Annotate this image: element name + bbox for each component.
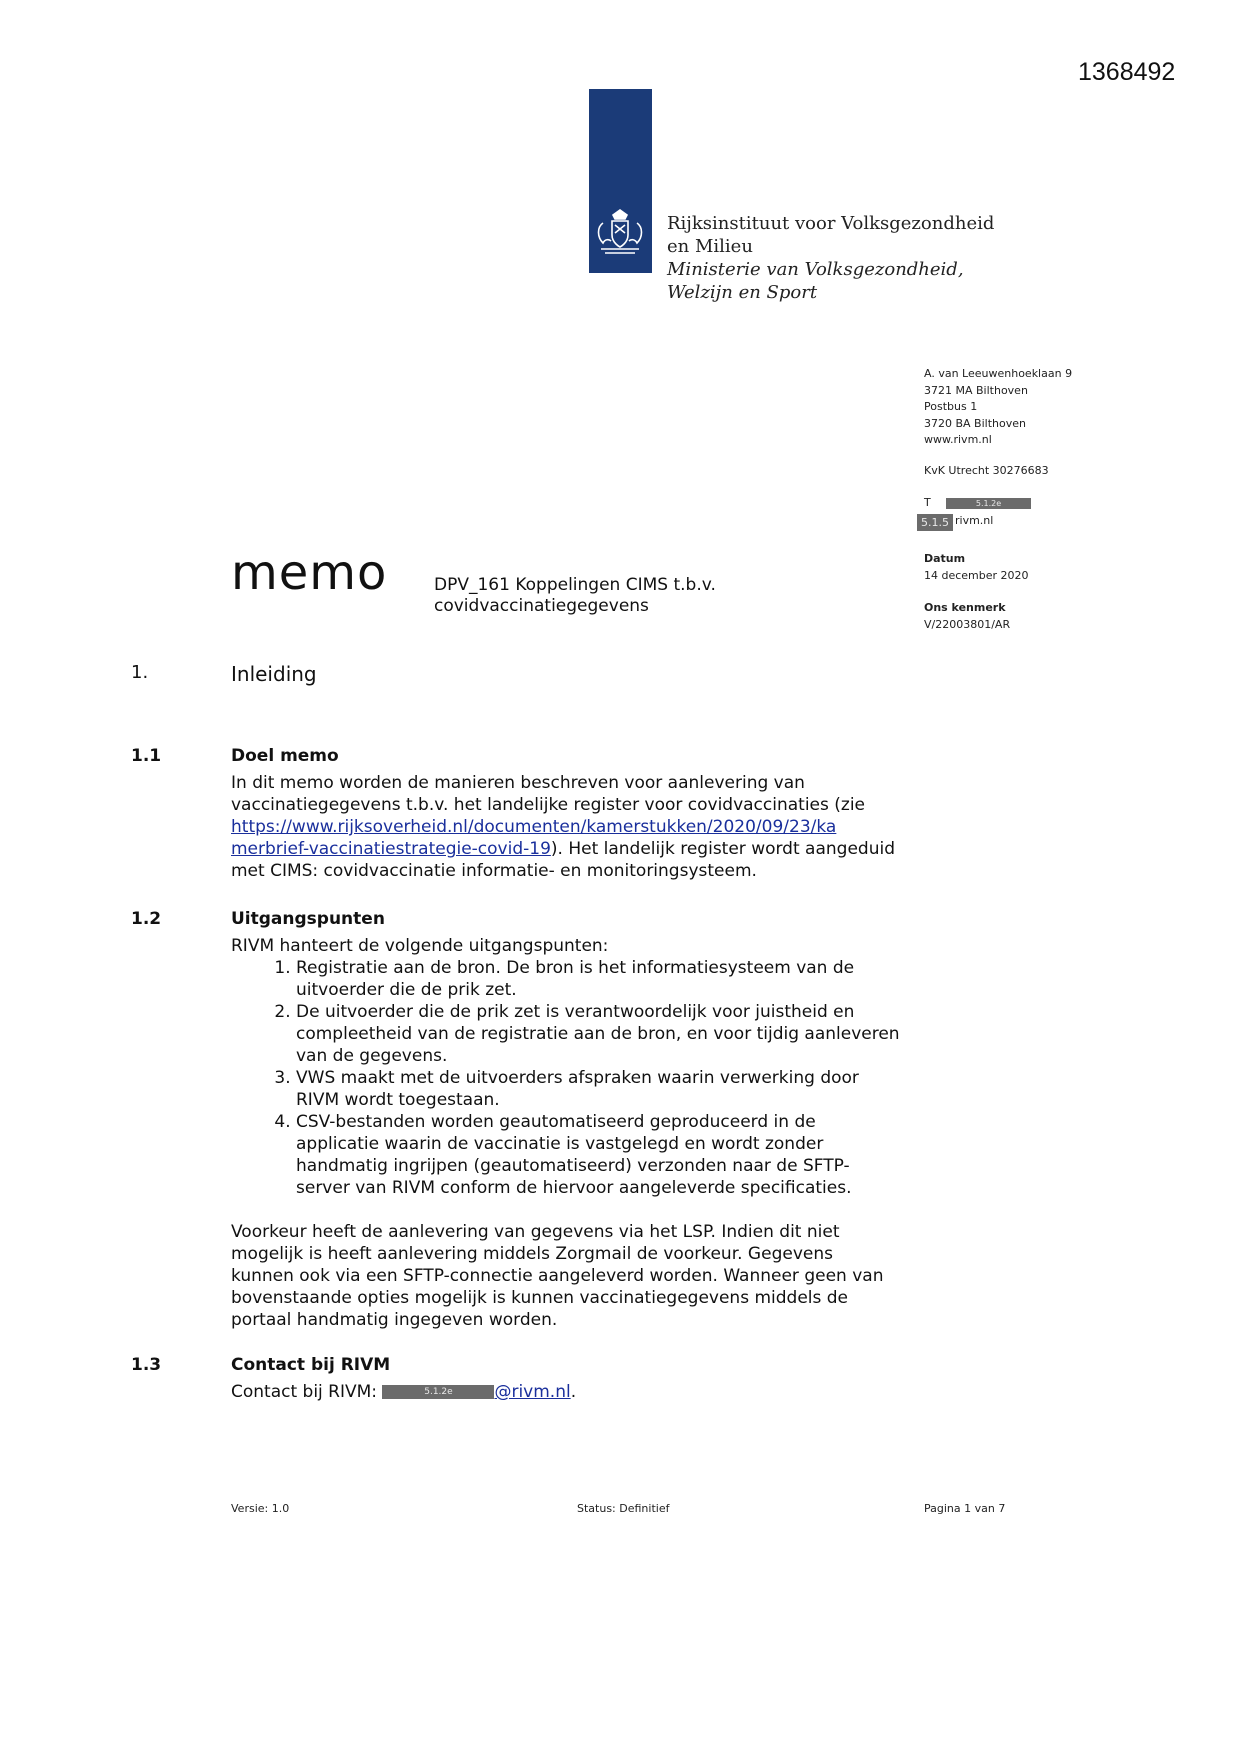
contact-label: Contact bij RIVM: [231,1382,383,1402]
address-line: 3721 MA Bilthoven [924,383,1028,397]
section-title-doel-memo: Doel memo [231,746,339,766]
memo-heading: memo [231,545,388,601]
phone-prefix: T [924,496,931,509]
org-name-line-2: en Milieu [667,236,753,257]
email-suffix: rivm.nl [955,514,994,527]
chapter-number: 1. [131,662,149,683]
principles-list [231,957,901,1199]
subject-line-1: DPV_161 Koppelingen CIMS t.b.v. [434,575,716,595]
preference-paragraph: Voorkeur heeft de aanlevering van gegevens via het LSP. Indien dit niet mogelijk is heeft aanlevering middels Zorgmail de voorkeur. Gegevens kunnen ook via een SFTP-connectie aangeleverd worden. Wanneer geen van bovenstaande opties mogelijk is kunnen vaccinatiegegevens middels de portaal handmatig ingegeven worden. [231,1222,884,1330]
policy-letter-link[interactable]: https://www.rijksoverheid.nl/documenten/kamerstukken/2020/09/23/ka merbrief-vaccinatiestrategie-covid-19 [231,817,837,859]
date-label: Datum [924,552,966,565]
footer-page-number: Pagina 1 van 7 [924,1502,1006,1515]
section-1-1-body [231,772,921,882]
body-text: ). Het landelijk register wordt aangeduid met CIMS: covidvaccinatie informatie- en monitoringsysteem. [231,839,895,881]
address-line: Postbus 1 [924,400,978,413]
contact-details [921,495,1044,535]
kvk-number: KvK Utrecht 30276683 [924,464,1049,477]
section-1-3-body: Contact bij RIVM: 5.1.2e @rivm.nl. [231,1382,577,1402]
reference-value: V/22003801/AR [924,617,1011,631]
organization-name [667,212,994,304]
section-title-contact: Contact bij RIVM [231,1355,391,1375]
date-block [924,551,1029,584]
ministry-line-2: Welzijn en Sport [667,282,818,303]
subject-line-2: covidvaccinatiegegevens [434,596,649,616]
redaction-email: 5.1.5 [917,514,953,531]
body-text: In dit memo worden de manieren beschreven voor aanlevering van vaccinatiegegevens t.b.v. het landelijke register voor covidvaccinaties (zie [231,773,866,815]
document-number: 1368492 [1078,58,1176,86]
website-link[interactable]: www.rivm.nl [924,433,992,446]
section-number-1-3: 1.3 [131,1355,162,1375]
section-number-1-2: 1.2 [131,909,162,929]
sender-address [924,366,1072,449]
section-title-uitgangspunten: Uitgangspunten [231,909,385,929]
reference-label: Ons kenmerk [924,601,1006,614]
org-name-line-1: Rijksinstituut voor Volksgezondheid [667,213,995,234]
list-item: 1. Registratie aan de bron. De bron is het informatiesysteem van de uitvoerder die de prik zet. [296,957,901,1001]
footer-status: Status: Definitief [577,1502,670,1515]
list-item: 4. CSV-bestanden worden geautomatiseerd geproduceerd in de applicatie waarin de vaccinatie is vastgelegd en wordt zonder handmatig ingrijpen (geautomatiseerd) verzonden naar de SFTP-server van RIVM conform de hiervoor aangeleverde specificaties. [296,1111,901,1199]
section-intro: RIVM hanteert de volgende uitgangspunten: [231,936,609,956]
address-line: A. van Leeuwenhoeklaan 9 [924,367,1073,380]
address-line: 3720 BA Bilthoven [924,416,1026,430]
memo-subject [434,575,716,617]
coat-of-arms-icon [593,207,648,257]
section-1-2-body [231,935,901,1331]
chapter-title: Inleiding [231,662,317,686]
footer-version: Versie: 1.0 [231,1502,290,1515]
logo-bar [589,89,652,273]
redaction-contact: 5.1.2e [382,1385,494,1399]
list-item: 2. De uitvoerder die de prik zet is verantwoordelijk voor juistheid en compleetheid van de registratie aan de bron, en voor tijdig aanleveren van de gegevens. [296,1001,901,1067]
contact-email-link[interactable]: @rivm.nl [494,1382,571,1402]
reference-block [924,600,1010,633]
redaction-phone: 5.1.2e [946,498,1031,509]
list-item: 3. VWS maakt met de uitvoerders afspraken waarin verwerking door RIVM wordt toegestaan. [296,1067,901,1111]
ministry-line-1: Ministerie van Volksgezondheid, [667,259,964,280]
section-number-1-1: 1.1 [131,746,162,766]
date-value: 14 december 2020 [924,568,1029,582]
